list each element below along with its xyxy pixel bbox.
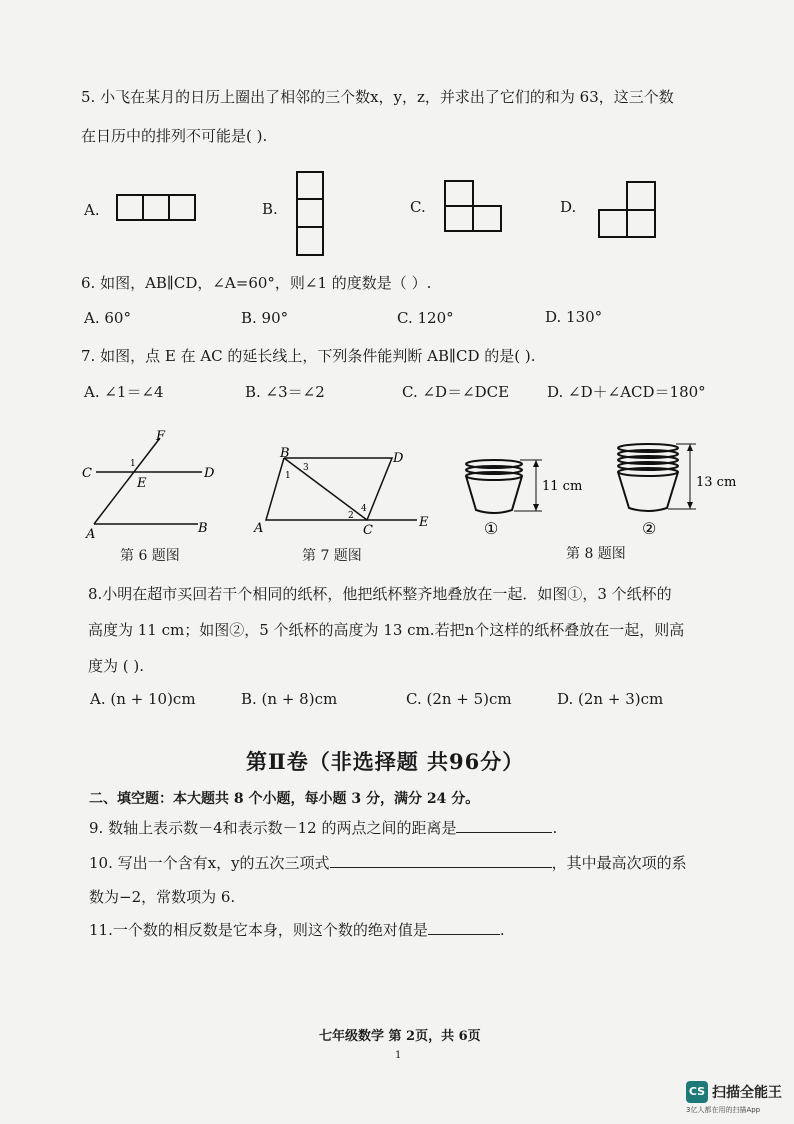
scanner-logo-name: 扫描全能王 — [712, 1085, 782, 1101]
q8-stem-line2: 高度为 11 cm；如图②，5 个纸杯的高度为 13 cm.若把n个这样的纸杯叠放在一起，则高 — [88, 621, 685, 639]
q6-stem: 6. 如图，AB∥CD，∠A=60°，则∠1 的度数是（ ）. — [81, 274, 432, 292]
q10-text — [89, 852, 687, 873]
label-angle-2: 2 — [348, 511, 354, 521]
q5-option-b-label: B. — [262, 200, 278, 218]
q6-option-c: C. 120° — [397, 309, 454, 327]
q8-option-d: D. (2n + 3)cm — [557, 690, 664, 708]
label-b: B — [198, 521, 208, 536]
fill-in-heading: 二、填空题：本大题共 8 个小题，每小题 3 分，满分 24 分。 — [89, 791, 480, 807]
q9-end: . — [552, 819, 558, 837]
q8-option-a: A. (n + 10)cm — [90, 690, 196, 708]
line-af — [94, 438, 160, 524]
diagonal-bc — [284, 458, 367, 520]
label-e: E — [419, 515, 429, 530]
q5-option-a-label: A. — [84, 201, 100, 219]
q7-stem: 7. 如图，点 E 在 AC 的延长线上，下列条件能判断 AB∥CD 的是( ). — [81, 347, 536, 365]
label-b: B — [280, 446, 290, 461]
q5-option-b-figure — [296, 171, 326, 257]
q5-option-d-label: D. — [560, 198, 577, 216]
cups-1-height: 11 cm — [542, 479, 583, 494]
q8-option-c: C. (2n + 5)cm — [406, 690, 512, 708]
label-d: D — [393, 451, 404, 466]
scanner-logo-subtitle: 3亿人都在用的扫描App — [686, 1106, 761, 1114]
label-d: D — [204, 466, 215, 481]
q11-end: . — [499, 921, 505, 939]
q5-stem-line2: 在日历中的排列不可能是( ). — [81, 127, 268, 145]
q8-option-b: B. (n + 8)cm — [241, 690, 338, 708]
label-e: E — [137, 476, 147, 491]
q5-option-a-figure — [116, 194, 198, 222]
label-c: C — [363, 523, 373, 538]
q6-option-d: D. 130° — [545, 308, 603, 326]
page-mark: 1 — [395, 1050, 402, 1061]
section-title: 第Ⅱ卷（非选择题 共96分） — [246, 749, 525, 774]
cups-2-marker: ② — [642, 519, 657, 538]
figure-6 — [80, 428, 230, 548]
figure-8-cups-2 — [614, 442, 744, 542]
label-angle-3: 3 — [303, 463, 309, 473]
q10-line2: 数为−2，常数项为 6. — [89, 888, 236, 906]
figure-7 — [252, 446, 442, 541]
q7-option-c: C. ∠D＝∠DCE — [402, 383, 510, 401]
q5-option-d-figure — [598, 181, 658, 239]
q7-option-a: A. ∠1＝∠4 — [84, 383, 164, 401]
q5-stem-line1: 5. 小飞在某月的日历上圈出了相邻的三个数x，y，z，并求出了它们的和为 63，这三个数 — [81, 88, 674, 106]
page-footer: 七年级数学 第 2页，共 6页 — [319, 1029, 481, 1044]
q9-stem: 9. 数轴上表示数－4和表示数－12 的两点之间的距离是 — [89, 819, 457, 837]
q9-answer-blank[interactable] — [456, 818, 552, 833]
figure-6-caption: 第 6 题图 — [120, 548, 180, 564]
label-f: F — [156, 429, 166, 444]
label-angle-1: 1 — [285, 471, 291, 481]
figure-7-caption: 第 7 题图 — [302, 548, 362, 564]
q11-text — [89, 919, 505, 940]
q9-text — [89, 817, 557, 838]
q10-tail: ，其中最高次项的系 — [551, 854, 687, 872]
q11-stem: 11.一个数的相反数是它本身，则这个数的绝对值是 — [89, 921, 428, 939]
cups-1-marker: ① — [484, 519, 499, 538]
q10-stem: 10. 写出一个含有x，y的五次三项式 — [89, 854, 330, 872]
label-angle-4: 4 — [361, 504, 367, 514]
figure-8-caption: 第 8 题图 — [566, 546, 626, 562]
scanner-logo-icon: CS — [686, 1081, 708, 1103]
q6-option-a: A. 60° — [84, 309, 131, 327]
q5-option-c-figure — [444, 180, 504, 232]
label-angle-1: 1 — [130, 459, 136, 469]
q7-option-d: D. ∠D＋∠ACD＝180° — [547, 383, 706, 401]
q8-stem-line3: 度为 ( ). — [88, 657, 145, 675]
q11-answer-blank[interactable] — [428, 920, 500, 935]
q6-option-b: B. 90° — [241, 309, 289, 327]
label-c: C — [82, 466, 92, 481]
label-a: A — [254, 521, 264, 536]
figure-8-cups-1 — [462, 458, 582, 538]
cups-2-height: 13 cm — [696, 475, 737, 490]
q7-option-b: B. ∠3＝∠2 — [245, 383, 325, 401]
q8-stem-line1: 8.小明在超市买回若干个相同的纸杯，他把纸杯整齐地叠放在一起．如图①，3 个纸杯的 — [88, 585, 672, 603]
label-a: A — [86, 527, 96, 542]
q5-option-c-label: C. — [410, 198, 426, 216]
q10-answer-blank[interactable] — [330, 853, 552, 868]
